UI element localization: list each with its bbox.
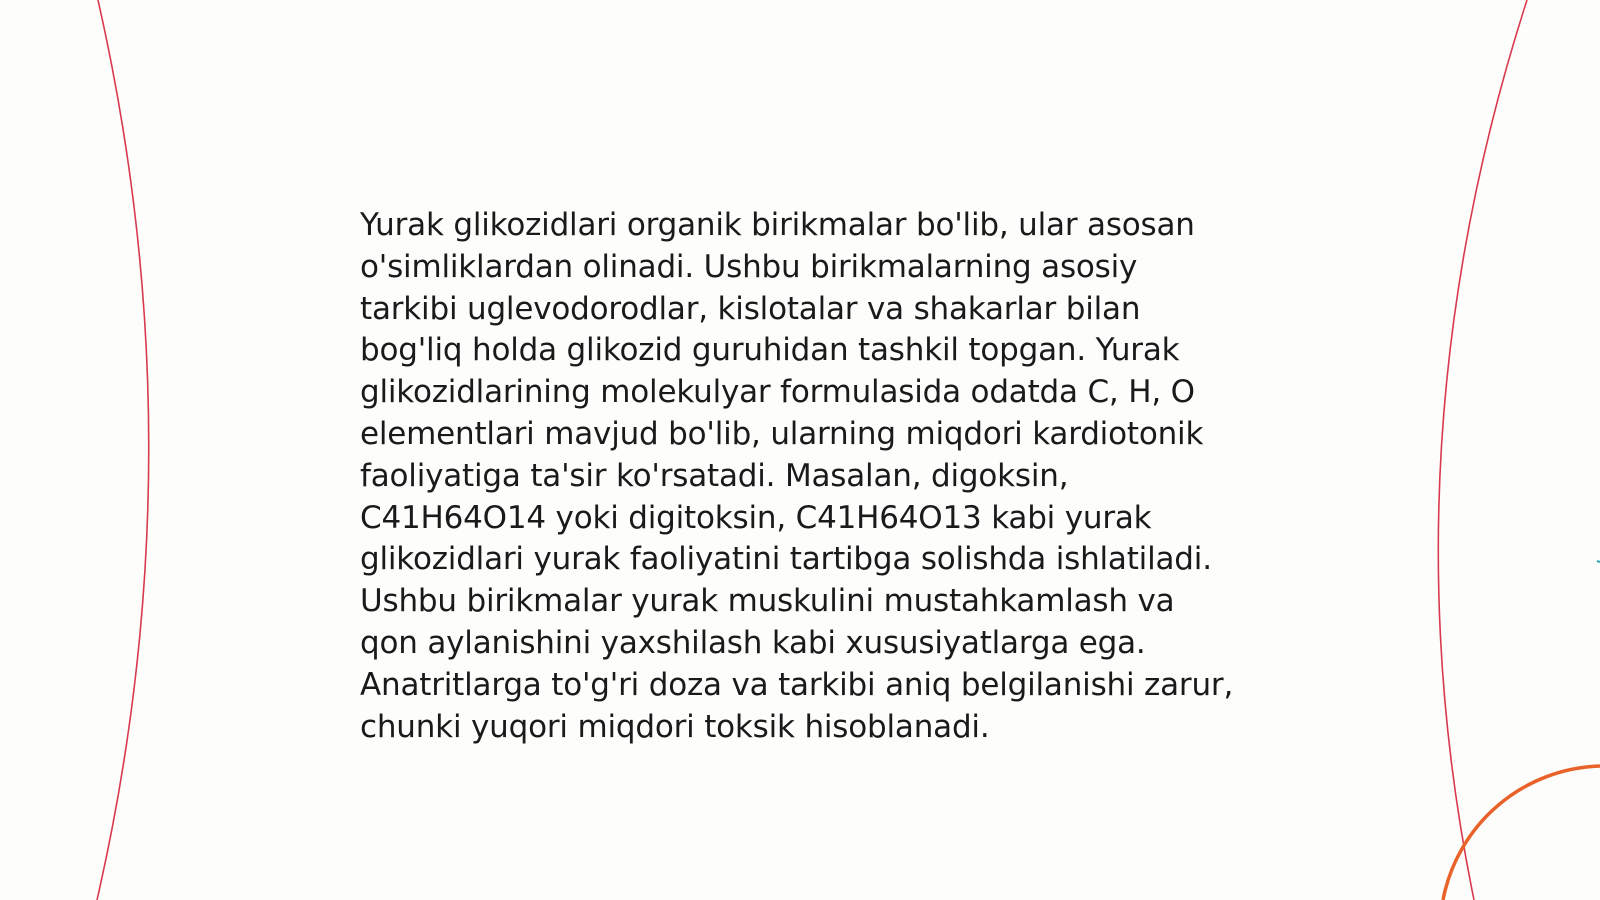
orange-circle-arc (1443, 766, 1600, 900)
slide-body-text: Yurak glikozidlari organik birikmalar bo'lib, ular asosan o'simliklardan olinadi. Ushbu birikmalarning asosiy tarkibi uglevodorodlar, kislotalar va shakarlar bilan bog'liq holda glikozid guruhidan tashkil topgan. Yurak glikozidlarining molekulyar formulasida odatda C, H, O elementlari mavjud bo'lib, ularning miqdori kardiotonik faoliyatiga ta'sir ko'rsatadi. Masalan, digoksin, C41H64O14 yoki digitoksin, C41H64O13 kabi yurak glikozidlari yurak faoliyatini tartibga solishda ishlatiladi. Ushbu birikmalar yurak muskulini mustahkamlash va qon aylanishini yaxshilash kabi xususiyatlarga ega. Anatritlarga to'g'ri doza va tarkibi aniq belgilanishi zarur, chunki yuqori miqdori toksik hisoblanadi. (360, 207, 1234, 745)
right-arc (1438, 0, 1527, 900)
left-arc (97, 0, 149, 900)
